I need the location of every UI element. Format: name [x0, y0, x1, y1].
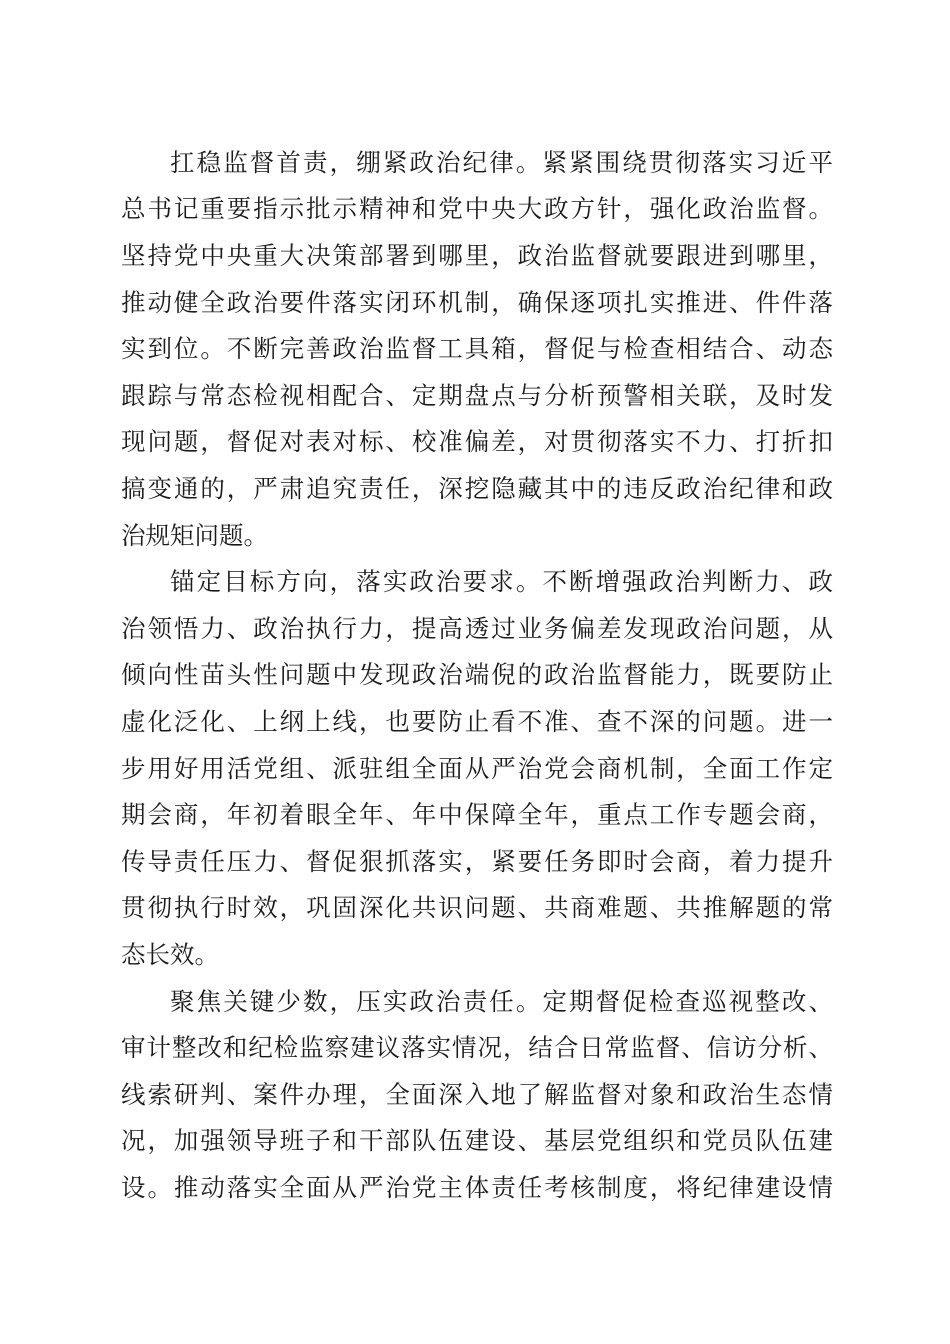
paragraph-2-line-4: 虚化泛化、上纲上线，也要防止看不准、查不深的问题。进一 [121, 707, 833, 736]
paragraph-2-line-9: 态长效。 [121, 940, 219, 969]
paragraph-2-line-6: 期会商，年初着眼全年、年中保障全年，重点工作专题会商， [121, 800, 833, 829]
paragraph-1-line-8: 搞变通的，严肃追究责任，深挖隐藏其中的违反政治纪律和政 [121, 474, 833, 503]
paragraph-3-line-5: 设。推动落实全面从严治党主体责任考核制度，将纪律建设情 [121, 1173, 833, 1202]
paragraph-1-line-5: 实到位。不断完善政治监督工具箱，督促与检查相结合、动态 [121, 334, 833, 363]
paragraph-2-line-1: 锚定目标方向，落实政治要求。不断增强政治判断力、政 [170, 567, 833, 596]
paragraph-2-line-2: 治领悟力、政治执行力，提高透过业务偏差发现政治问题，从 [121, 614, 833, 643]
paragraph-3-line-4: 况，加强领导班子和干部队伍建设、基层党组织和党员队伍建 [121, 1126, 833, 1155]
paragraph-3-line-3: 线索研判、案件办理，全面深入地了解监督对象和政治生态情 [121, 1080, 833, 1109]
paragraph-2-line-3: 倾向性苗头性问题中发现政治端倪的政治监督能力，既要防止 [121, 660, 833, 689]
paragraph-1-line-6: 跟踪与常态检视相配合、定期盘点与分析预警相关联，及时发 [121, 381, 833, 410]
paragraph-1-line-7: 现问题，督促对表对标、校准偏差，对贯彻落实不力、打折扣 [121, 427, 833, 456]
paragraph-1-line-4: 推动健全政治要件落实闭环机制，确保逐项扎实推进、件件落 [121, 288, 833, 317]
paragraph-2-line-7: 传导责任压力、督促狠抓落实，紧要任务即时会商，着力提升 [121, 847, 833, 876]
paragraph-3-line-2: 审计整改和纪检监察建议落实情况，结合日常监督、信访分析、 [121, 1033, 833, 1062]
paragraph-1-line-9: 治规矩问题。 [121, 521, 268, 550]
paragraph-1-line-1: 扛稳监督首责，绷紧政治纪律。紧紧围绕贯彻落实习近平 [170, 148, 833, 177]
paragraph-2-line-8: 贯彻执行时效，巩固深化共识问题、共商难题、共推解题的常 [121, 893, 833, 922]
paragraph-2-line-5: 步用好用活党组、派驻组全面从严治党会商机制，全面工作定 [121, 754, 833, 783]
paragraph-1-line-2: 总书记重要指示批示精神和党中央大政方针，强化政治监督。 [121, 194, 833, 223]
paragraph-1-line-3: 坚持党中央重大决策部署到哪里，政治监督就要跟进到哪里， [121, 241, 833, 270]
paragraph-3-line-1: 聚焦关键少数，压实政治责任。定期督促检查巡视整改、 [170, 987, 833, 1016]
